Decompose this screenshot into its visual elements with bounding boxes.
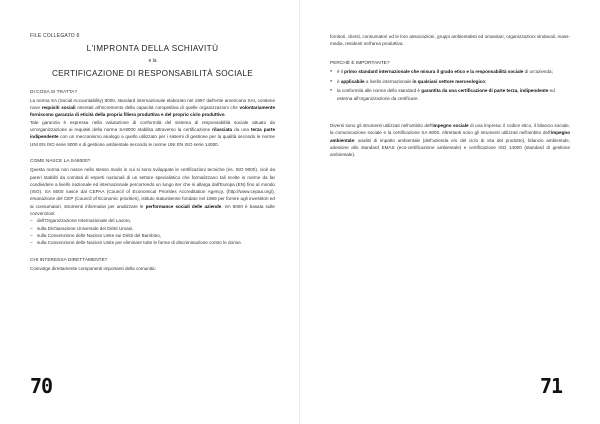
- text-run: Questa norma non nasce nello stesso modo in cui si sono sviluppate le certificazioni tecniche (es. ISO 9000), cioè da pareri stabiliti da comitati di esperti nazionali di un settore specialistico che formalizzano tali scelte in norme da far condividere a livello nazionale ed internazionale percorrendo un lungo iter che si allarga dall'Europa (EN) fino al mondo (ISO). SA 8000 nasce dal CEPAA (Council of Economical Priorities Accreditation Agency, (http://www.cepaa.org/), emanazione del CEP (Council of Economic priorities), istituto statunitense fondato nel 1969 per fornire agli investitori ed ai consumatori, strumenti informativi per analizzare le: [30, 167, 275, 209]
- text-run: di un'azienda;: [523, 68, 553, 74]
- bold-text: in qualsiasi settore merceologico: [412, 78, 486, 84]
- right-page-content: [330, 33, 570, 159]
- importance-list: [330, 68, 570, 102]
- bold-text: volontariamente forniscono garanzia di eticità della propria filiera produttiva e del proprio ciclo produttivo: [30, 105, 275, 118]
- bold-text: garantita da una certificazione di parte terza, indipendente: [421, 88, 549, 94]
- list-item: – dell'Organizzazione Internazionale del Lavoro,: [30, 217, 275, 224]
- text-run: Coinvolge direttamente componenti importanti della comunità:: [30, 265, 156, 271]
- bold-text: terza parte indipendente: [30, 127, 275, 140]
- left-page-content: [30, 33, 275, 272]
- bold-text: applicabile: [340, 78, 365, 84]
- bold-text: impegno sociale: [432, 123, 469, 129]
- paragraph: [30, 166, 275, 217]
- paragraph: [30, 119, 275, 148]
- section-heading-origin: COME NASCE LA SA8000?: [30, 158, 91, 164]
- file-tag: FILE COLLEGATO 8: [30, 33, 80, 39]
- paragraph: [30, 97, 275, 119]
- section-heading-what: DI COSA SI TRATTA?: [30, 89, 78, 95]
- text-run: di una impresa: il codice etico, il bilancio sociale, la comunicazione sociale e la certificazione SA 8000. Altrettanti sono gli strumenti utilizzati nell'ambito dell': [330, 123, 570, 136]
- bold-text: rilasciata: [212, 127, 233, 133]
- text-run: ;: [485, 78, 487, 84]
- intro-paragraph: fornitori, clienti, consumatori ed le loro associazioni, gruppi ambientalisti ed umanitari, organizzazioni sindacali, mass-media, residenti nell'area produttiva.: [330, 34, 570, 47]
- section-heading-who: CHI INTERESSA DIRETTAMENTE?: [30, 257, 108, 263]
- text-run: è: [337, 78, 341, 84]
- bold-text: impegno ambientale: [330, 130, 570, 143]
- list-item: – sulla Dichiarazione Universale dei Diritti Umani,: [30, 225, 275, 232]
- text-run: La norma SA (Social Accountability) 8000, standard internazionale elaborato nel 1997 dall'ente americano SAI, contiene nove: [30, 97, 275, 111]
- section-heading-why: PERCHÉ È IMPORTANTE?: [330, 60, 390, 66]
- list-item: – sulla Convenzione delle Nazioni Unite sui Diritti del Bambino,: [30, 232, 275, 239]
- text-run: con un meccanismo analogo a quello utilizzato per i sistemi di gestione per la qualità secondo le norme UNI EN ISO serie 9000 o di gestione ambientale secondo le norme UNI EN ISO serie 14000.: [30, 134, 275, 147]
- text-run: : analisi di impatto ambientale (dell'azienda e/o del ciclo di vita del prodotto), bilancio ambientale, adesione allo standard EMAS (eco-certificazione ambientale) e certificazione ISO 14000 (standard di gestione ambientale).: [330, 137, 570, 158]
- paragraph: [30, 265, 275, 272]
- list-item: [330, 68, 570, 75]
- text-run: orientati all'incremento della capacità competitiva di quelle organizzazioni che: [75, 105, 240, 111]
- bold-text: primo standard internazionale che misura il grado etico e la responsabilità sociale: [344, 68, 524, 74]
- conventions-list: [30, 217, 275, 246]
- title-line-1: L'IMPRONTA DELLA SCHIAVITÙ: [86, 44, 219, 54]
- list-item: [330, 87, 570, 102]
- closing-paragraph: [330, 122, 570, 158]
- text-run: . SA 8000 è basata sulle convenzioni:: [30, 203, 275, 217]
- text-run: da una: [232, 127, 251, 133]
- text-run: Diversi sono gli strumenti utilizzati nell'ambito dell': [330, 123, 433, 129]
- text-run: è il: [337, 68, 345, 74]
- page-number-right: 71: [540, 374, 563, 398]
- text-run: a livello internazionale: [364, 78, 413, 84]
- title-line-2: CERTIFICAZIONE DI RESPONSABILITÀ SOCIALE: [51, 68, 254, 78]
- title-conjunction: e la: [148, 58, 157, 65]
- bold-text: performance sociali delle aziende: [145, 203, 222, 209]
- page-number-left: 70: [30, 374, 53, 398]
- bold-text: requisiti sociali: [41, 105, 76, 111]
- text-run: la conformità alle norme dello standard è: [337, 88, 422, 94]
- text-run: Tale garanzia è espressa nella valutazione di conformità del sistema di responsabilità sociale attuato da un'organizzazione ai requisiti della norma SA8000 stabilita attraverso la certificazione: [30, 119, 275, 133]
- list-item: – sulla Convenzione delle Nazioni Unite per eliminare tutte le forme di discriminazione contro le donne.: [30, 239, 275, 246]
- list-item: [330, 78, 570, 85]
- right-page: [300, 0, 600, 424]
- text-run: ed esterna all'organizzazione da certificare.: [337, 88, 555, 101]
- text-run: .: [224, 112, 226, 118]
